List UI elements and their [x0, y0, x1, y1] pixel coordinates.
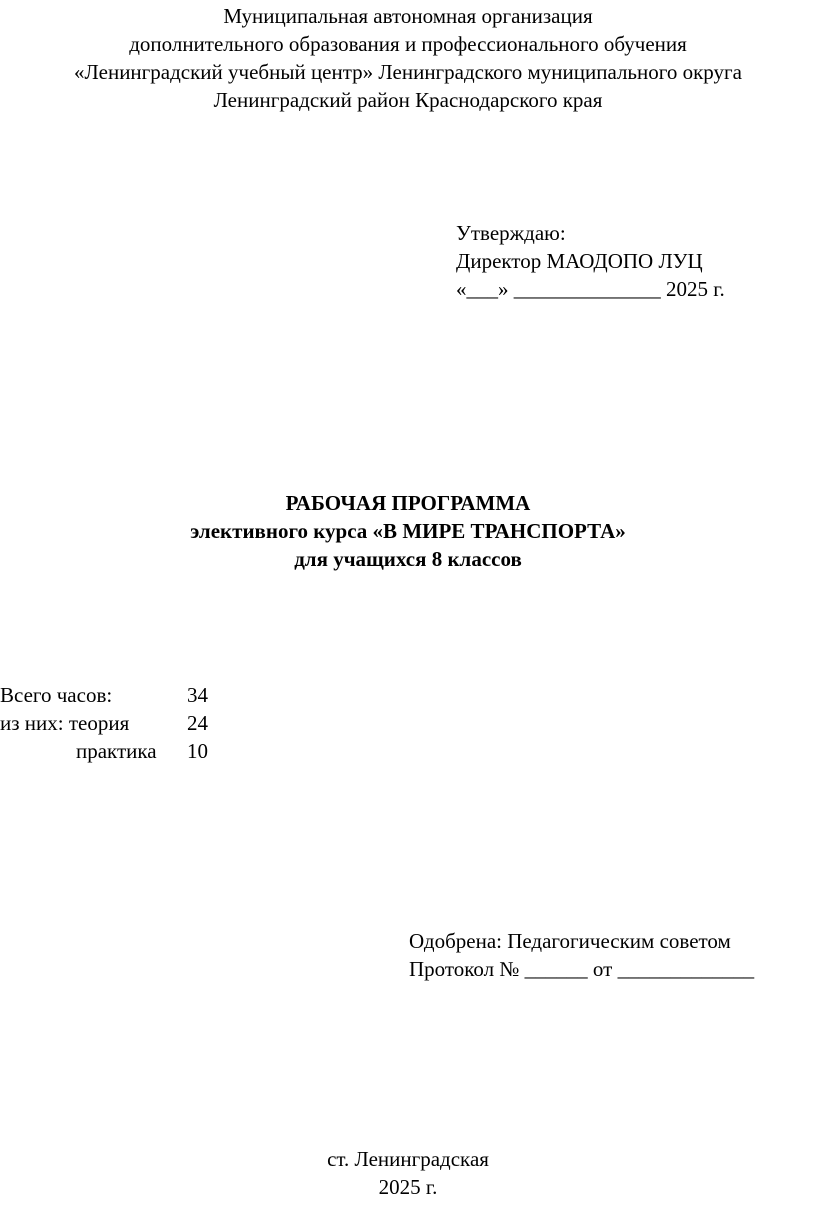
- program-title: [0, 489, 816, 573]
- title-line-3: для учащихся 8 классов: [294, 547, 522, 571]
- hours-practice-value: 10: [187, 739, 208, 763]
- header-line-3: «Ленинградский учебный центр» Ленинградского муниципального округа: [74, 60, 742, 84]
- council-approval-line: Одобрена: Педагогическим советом: [409, 929, 731, 953]
- hours-theory-label: из них: теория: [0, 711, 130, 735]
- title-line-2: элективного курса «В МИРЕ ТРАНСПОРТА»: [190, 519, 626, 543]
- hours-theory-row: [0, 709, 260, 737]
- approval-block: [456, 219, 725, 303]
- header-line-2: дополнительного образования и профессионального обучения: [129, 32, 687, 56]
- hours-summary: [0, 681, 260, 765]
- place-and-year: [0, 1145, 816, 1201]
- approval-date-line: «___» ______________ 2025 г.: [456, 277, 725, 301]
- footer-place: ст. Ленинградская: [327, 1147, 489, 1171]
- protocol-line: Протокол № ______ от _____________: [409, 957, 755, 981]
- council-approval-block: [409, 927, 754, 983]
- hours-total-label: Всего часов:: [0, 683, 113, 707]
- title-line-1: РАБОЧАЯ ПРОГРАММА: [285, 491, 531, 515]
- hours-total-row: [0, 681, 260, 709]
- organization-header: [0, 2, 816, 114]
- footer-year: 2025 г.: [378, 1175, 438, 1199]
- hours-practice-row: [0, 737, 260, 765]
- hours-practice-label: практика: [76, 739, 157, 763]
- approval-director: Директор МАОДОПО ЛУЦ: [456, 249, 703, 273]
- hours-total-value: 34: [187, 683, 208, 707]
- header-line-1: Муниципальная автономная организация: [223, 4, 593, 28]
- hours-theory-value: 24: [187, 711, 208, 735]
- approval-label: Утверждаю:: [456, 221, 566, 245]
- header-line-4: Ленинградский район Краснодарского края: [213, 88, 603, 112]
